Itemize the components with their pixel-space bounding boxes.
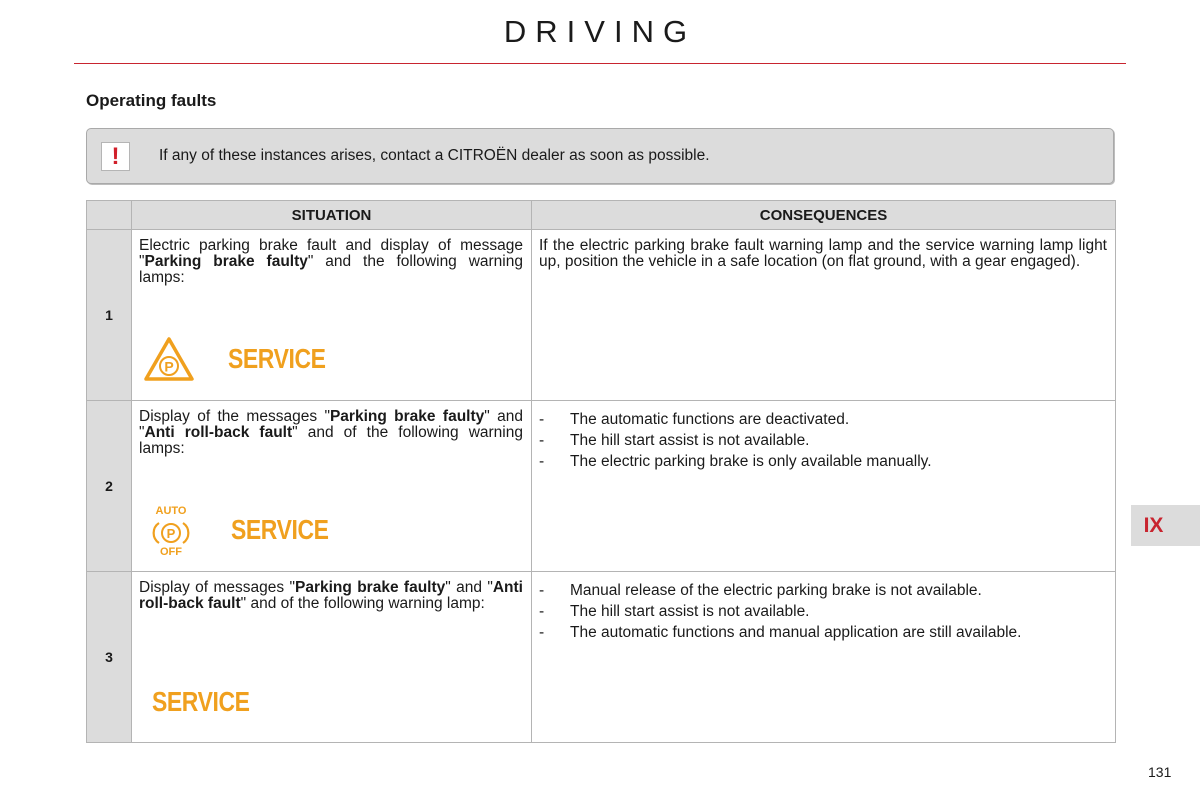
situation-text: Electric parking brake fault and display of message "Parking brake faulty" and the following warning lamps: [139, 237, 523, 286]
exclamation-icon: ! [101, 142, 130, 171]
situation-text: Display of the messages "Parking brake faulty" and "Anti roll-back fault" and of the following warning lamps: [139, 408, 524, 457]
warning-text: If any of these instances arises, contact a CITROËN dealer as soon as possible. [159, 147, 710, 164]
situation-text: Display of messages "Parking brake faulty" and "Anti roll-back fault" and of the following warning lamp: [139, 579, 523, 612]
svg-text:P: P [164, 358, 174, 375]
list-item: - The hill start assist is not available. [539, 603, 810, 620]
warning-lamps [147, 336, 347, 382]
auto-parking-off-icon [149, 503, 197, 557]
auto-label: AUTO [155, 505, 187, 517]
svg-text:P: P [166, 526, 176, 541]
list-item: - The automatic functions and manual application are still available. [539, 624, 1022, 641]
consequences-list [532, 401, 1115, 472]
faults-table [86, 200, 1116, 743]
list-item: - Manual release of the electric parking brake is not available. [539, 582, 982, 599]
row-number: 1 [87, 230, 132, 401]
table-header-row [87, 201, 1116, 230]
consequences-cell [532, 401, 1116, 572]
situation-cell [132, 572, 532, 743]
warning-lamps [147, 503, 350, 557]
consequences-list [532, 572, 1115, 643]
list-item: - The hill start assist is not available. [539, 432, 810, 449]
table-row [87, 230, 1116, 401]
service-warning-icon: SERVICE [152, 686, 250, 717]
consequences-cell [532, 230, 1116, 401]
service-warning-icon: SERVICE [228, 343, 326, 374]
warning-notice [86, 128, 1114, 184]
warning-lamps [147, 688, 271, 716]
table-row [87, 572, 1116, 743]
list-item: - The electric parking brake is only available manually. [539, 453, 932, 470]
row-number: 2 [87, 401, 132, 572]
consequences-cell [532, 572, 1116, 743]
consequence-text: If the electric parking brake fault warning lamp and the service warning lamp light up, position the vehicle in a safe location (on flat ground, with a gear engaged). [539, 237, 1107, 270]
situation-cell [132, 401, 532, 572]
page-number: 131 [1148, 764, 1172, 780]
table-row [87, 401, 1116, 572]
list-item: - The automatic functions are deactivated. [539, 411, 850, 428]
consequences-column-header: CONSEQUENCES [532, 201, 1116, 230]
parking-brake-fault-icon [143, 336, 195, 382]
off-label: OFF [160, 546, 182, 557]
section-title: Operating faults [86, 91, 217, 110]
number-column-header [87, 201, 132, 230]
situation-cell [132, 230, 532, 401]
header-divider [74, 63, 1126, 64]
page-title: DRIVING [503, 14, 697, 49]
service-warning-icon: SERVICE [231, 514, 329, 545]
chapter-tab-label: IX [1143, 513, 1164, 537]
row-number: 3 [87, 572, 132, 743]
chapter-tab[interactable] [1131, 505, 1200, 546]
situation-column-header: SITUATION [132, 201, 532, 230]
